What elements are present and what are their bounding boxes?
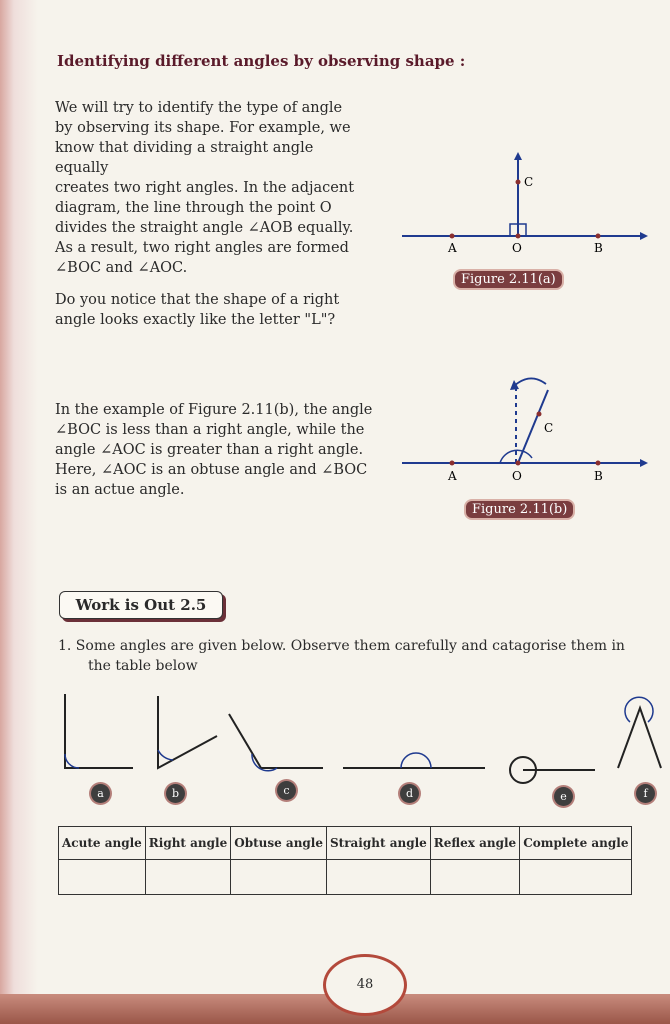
page-number: 48 [323,954,407,1016]
answer-cell-straight[interactable] [327,860,431,895]
label-a: A [448,469,457,483]
header-reflex: Reflex angle [430,827,519,860]
paragraph-obtuse-acute: In the example of Figure 2.11(b), the angle ∠BOC is less than a right angle, while the angle ∠AOC is greater than a right angle. Here, ∠AOC is an obtuse angle and ∠BOC is an actue angle. [55,402,373,498]
point-o [516,234,521,239]
work-question: 1. Some angles are given below. Observe them carefully and catagorise them in the table below [58,638,625,674]
table-header-row [59,827,632,860]
answer-cell-obtuse[interactable] [231,860,327,895]
point-b [596,461,601,466]
label-o: O [512,241,522,255]
label-a: A [448,241,457,255]
angle-label-d: d [400,784,419,803]
paragraph-letter-l: Do you notice that the shape of a right angle looks exactly like the letter "L"? [55,292,340,328]
answer-cell-reflex[interactable] [430,860,519,895]
section-heading: Identifying different angles by observing shape : [57,52,466,70]
point-o [516,461,521,466]
arrowhead-icon [510,380,519,390]
angle-label-a: a [91,784,110,803]
point-b [596,234,601,239]
header-acute: Acute angle [59,827,146,860]
table-answer-row [59,860,632,895]
point-c [516,180,521,185]
categorise-table [58,826,632,895]
work-title-box: Work is Out 2.5 [59,591,223,619]
rotation-arc [514,378,546,386]
arrowhead-icon [640,459,648,467]
answer-cell-complete[interactable] [520,860,632,895]
figure-2-11b-caption: Figure 2.11(b) [466,501,573,518]
header-straight: Straight angle [327,827,431,860]
figure-2-11a-caption: Figure 2.11(a) [455,271,562,288]
angle-drawings [55,682,670,772]
figure-2-11b-diagram [400,370,650,490]
arrowhead-icon [514,152,522,160]
angle-label-f: f [636,784,655,803]
label-c: C [544,421,554,435]
header-complete: Complete angle [520,827,632,860]
label-c: C [524,175,534,189]
angle-label-e: e [554,787,573,806]
arrowhead-icon [640,232,648,240]
label-o: O [512,469,522,483]
angle-label-c: c [277,781,296,800]
header-obtuse: Obtuse angle [231,827,327,860]
point-a [450,461,455,466]
angle-d [343,753,485,768]
angle-label-b: b [166,784,185,803]
label-b: B [594,469,603,483]
figure-2-11a-diagram [400,150,650,270]
answer-cell-right[interactable] [145,860,230,895]
label-b: B [594,241,603,255]
point-a [450,234,455,239]
angle-f [618,697,661,768]
paragraph-right-angle: We will try to identify the type of angle by observing its shape. For example, we know that dividing a straight angle equally creates two right angles. In the adjacent diagram, the line through the point O divides the straight angle ∠AOB equally. As a result, two right angles are formed ∠BOC and ∠AOC. [55,100,355,276]
point-c [537,412,542,417]
angle-b [158,696,217,768]
angle-a [65,694,133,768]
answer-cell-acute[interactable] [59,860,146,895]
angle-c [229,714,323,771]
header-right: Right angle [145,827,230,860]
